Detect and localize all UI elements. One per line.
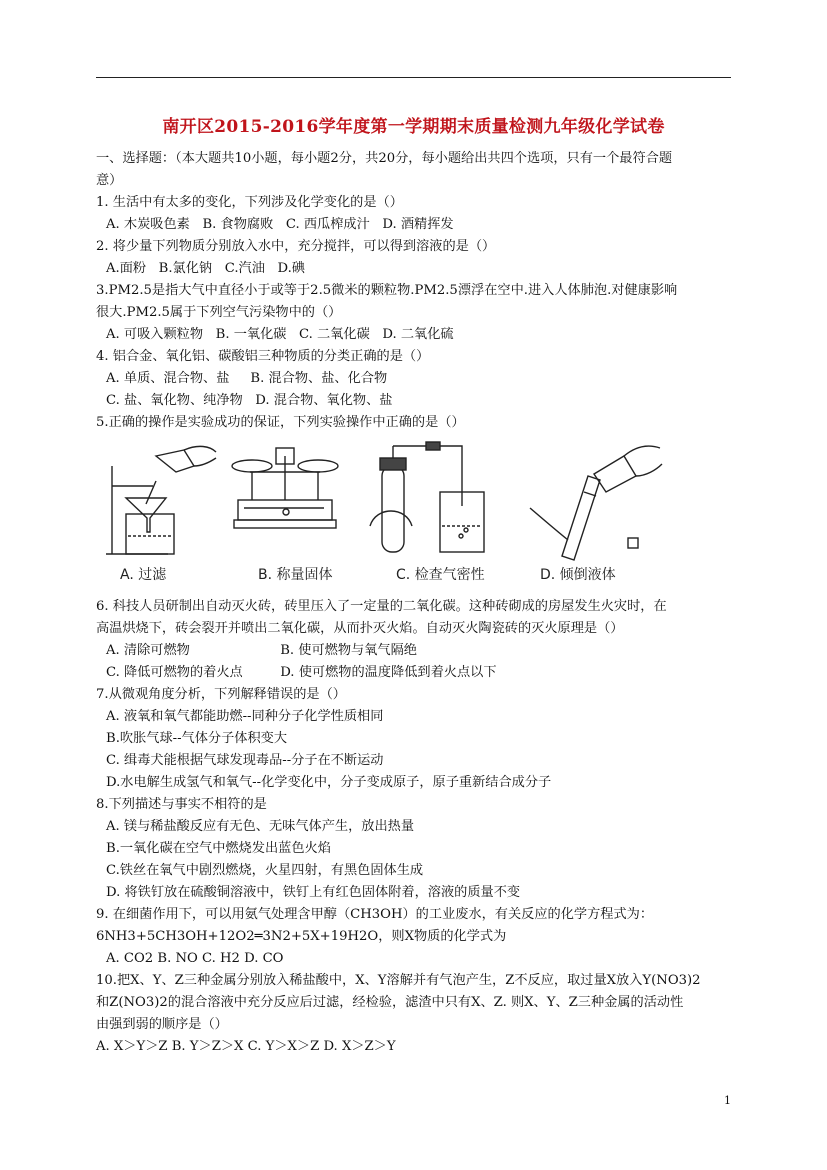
option-a: A. 液氧和氧气都能助燃--同种分子化学性质相同: [106, 709, 384, 724]
section-header: 一、选择题：（本大题共10小题，每小题2分，共20分，每小题给出共四个选项，只有一个最符合题: [96, 151, 673, 166]
question-4-options-ab: [96, 368, 736, 390]
page-number: 1: [724, 1094, 731, 1107]
option-b: B. 一氧化碳: [215, 327, 287, 342]
option-a: A. 单质、混合物、盐: [106, 371, 230, 386]
option-c: C. 缉毒犬能根据气球发现毒品--分子在不断运动: [106, 753, 384, 768]
question-10-stem-cont: 和Z(NO3)2的混合溶液中充分反应后过滤，经检验，滤渣中只有X、Z. 则X、Y、Z三种金属的活动性: [96, 995, 684, 1010]
option-b: B. 混合物、盐、化合物: [250, 371, 388, 386]
option-a: A. 木炭吸色素: [106, 217, 190, 232]
question-9-stem: 9. 在细菌作用下，可以用氨气处理含甲醇（CH3OH）的工业废水，有关反应的化学方程式为：: [96, 907, 654, 922]
question-5-figures: [96, 436, 736, 588]
filtration-diagram: [98, 436, 218, 560]
option-a: A. 清除可燃物: [106, 643, 190, 658]
option-d: D.碘: [277, 261, 305, 276]
question-9-options: A. CO2 B. NO C. H2 D. CO: [106, 951, 284, 966]
question-8-stem: 8.下列描述与事实不相符的是: [96, 797, 267, 812]
question-10-stem-end: 由强到弱的顺序是（）: [96, 1017, 228, 1032]
question-3-stem-cont: 很大.PM2.5属于下列空气污染物中的（）: [96, 305, 342, 320]
option-d: D. 酒精挥发: [382, 217, 454, 232]
airtightness-diagram: [366, 436, 486, 560]
option-c: C.铁丝在氧气中剧烈燃烧，火星四射，有黑色固体生成: [106, 863, 424, 878]
option-d: D.水电解生成氢气和氧气--化学变化中，分子变成原子，原子重新结合成分子: [106, 775, 552, 790]
exam-body: [96, 148, 736, 434]
exam-body-continued: [96, 596, 736, 1058]
question-5-stem: 5.正确的操作是实验成功的保证，下列实验操作中正确的是（）: [96, 415, 465, 430]
option-a: A. 镁与稀盐酸反应有无色、无味气体产生，放出热量: [106, 819, 415, 834]
option-d: D. 将铁钉放在硫酸铜溶液中，铁钉上有红色固体附着，溶液的质量不变: [106, 885, 521, 900]
header-rule: [96, 77, 731, 78]
section-header-cont: 意）: [96, 173, 123, 188]
option-d: D. 二氧化硫: [382, 327, 454, 342]
question-4-options-cd: [96, 390, 736, 412]
balance-diagram: [224, 436, 344, 560]
question-7-stem: 7.从微观角度分析，下列解释错误的是（）: [96, 687, 346, 702]
option-c: C. 西瓜榨成汁: [285, 217, 370, 232]
question-6-options-ab: [96, 640, 736, 662]
question-3-stem: 3.PM2.5是指大气中直径小于或等于2.5微米的颗粒物.PM2.5漂浮在空中.进入人体肺泡.对健康影响: [96, 283, 678, 298]
question-4-stem: 4. 铝合金、氧化铝、碳酸铝三种物质的分类正确的是（）: [96, 349, 430, 364]
option-c: C.汽油: [224, 261, 265, 276]
option-d: D. 使可燃物的温度降低到着火点以下: [280, 665, 497, 680]
pouring-diagram: [528, 436, 668, 560]
option-a: A. 可吸入颗粒物: [106, 327, 204, 342]
question-9-equation: 6NH3+5CH3OH+12O2═3N2+5X+19H2O，则X物质的化学式为: [96, 929, 507, 944]
question-6-options-cd: [96, 662, 736, 684]
option-c: C. 盐、氧化物、纯净物: [106, 393, 243, 408]
question-10-stem: 10.把X、Y、Z三种金属分别放入稀盐酸中，X、Y溶解并有气泡产生，Z不反应，取过量X放入Y(NO3)2: [96, 973, 701, 988]
option-c: C. 降低可燃物的着火点: [106, 665, 243, 680]
option-b: B. 使可燃物与氧气隔绝: [280, 643, 417, 658]
question-6-stem: 6. 科技人员研制出自动灭火砖，砖里压入了一定量的二氧化碳。这种砖砌成的房屋发生火灾时，在: [96, 599, 667, 614]
option-b: B.吹胀气球--气体分子体积变大: [106, 731, 288, 746]
figure-d-caption: D. 倾倒液体: [540, 567, 616, 583]
page-title: 南开区2015-2016学年度第一学期期末质量检测九年级化学试卷: [162, 117, 665, 137]
option-b: B. 食物腐败: [202, 217, 274, 232]
question-1-options: [96, 214, 736, 236]
option-b: B.一氧化碳在空气中燃烧发出蓝色火焰: [106, 841, 331, 856]
question-2-options: [96, 258, 736, 280]
figure-b-caption: B. 称量固体: [258, 567, 333, 583]
option-d: D. 混合物、氧化物、盐: [255, 393, 393, 408]
option-c: C. 二氧化碳: [299, 327, 370, 342]
question-2-stem: 2. 将少量下列物质分别放入水中，充分搅拌，可以得到溶液的是（）: [96, 239, 496, 254]
figure-a-caption: A. 过滤: [120, 567, 167, 583]
option-a: A.面粉: [106, 261, 147, 276]
question-3-options: [96, 324, 736, 346]
option-b: B.氯化钠: [158, 261, 213, 276]
question-6-stem-cont: 高温烘烧下，砖会裂开并喷出二氧化碳，从而扑灭火焰。自动灭火陶瓷砖的灭火原理是（）: [96, 621, 624, 636]
question-10-options: A. X＞Y＞Z B. Y＞Z＞X C. Y＞X＞Z D. X＞Z＞Y: [96, 1039, 396, 1054]
figure-c-caption: C. 检查气密性: [396, 567, 485, 583]
question-1-stem: 1. 生活中有太多的变化，下列涉及化学变化的是（）: [96, 195, 403, 210]
